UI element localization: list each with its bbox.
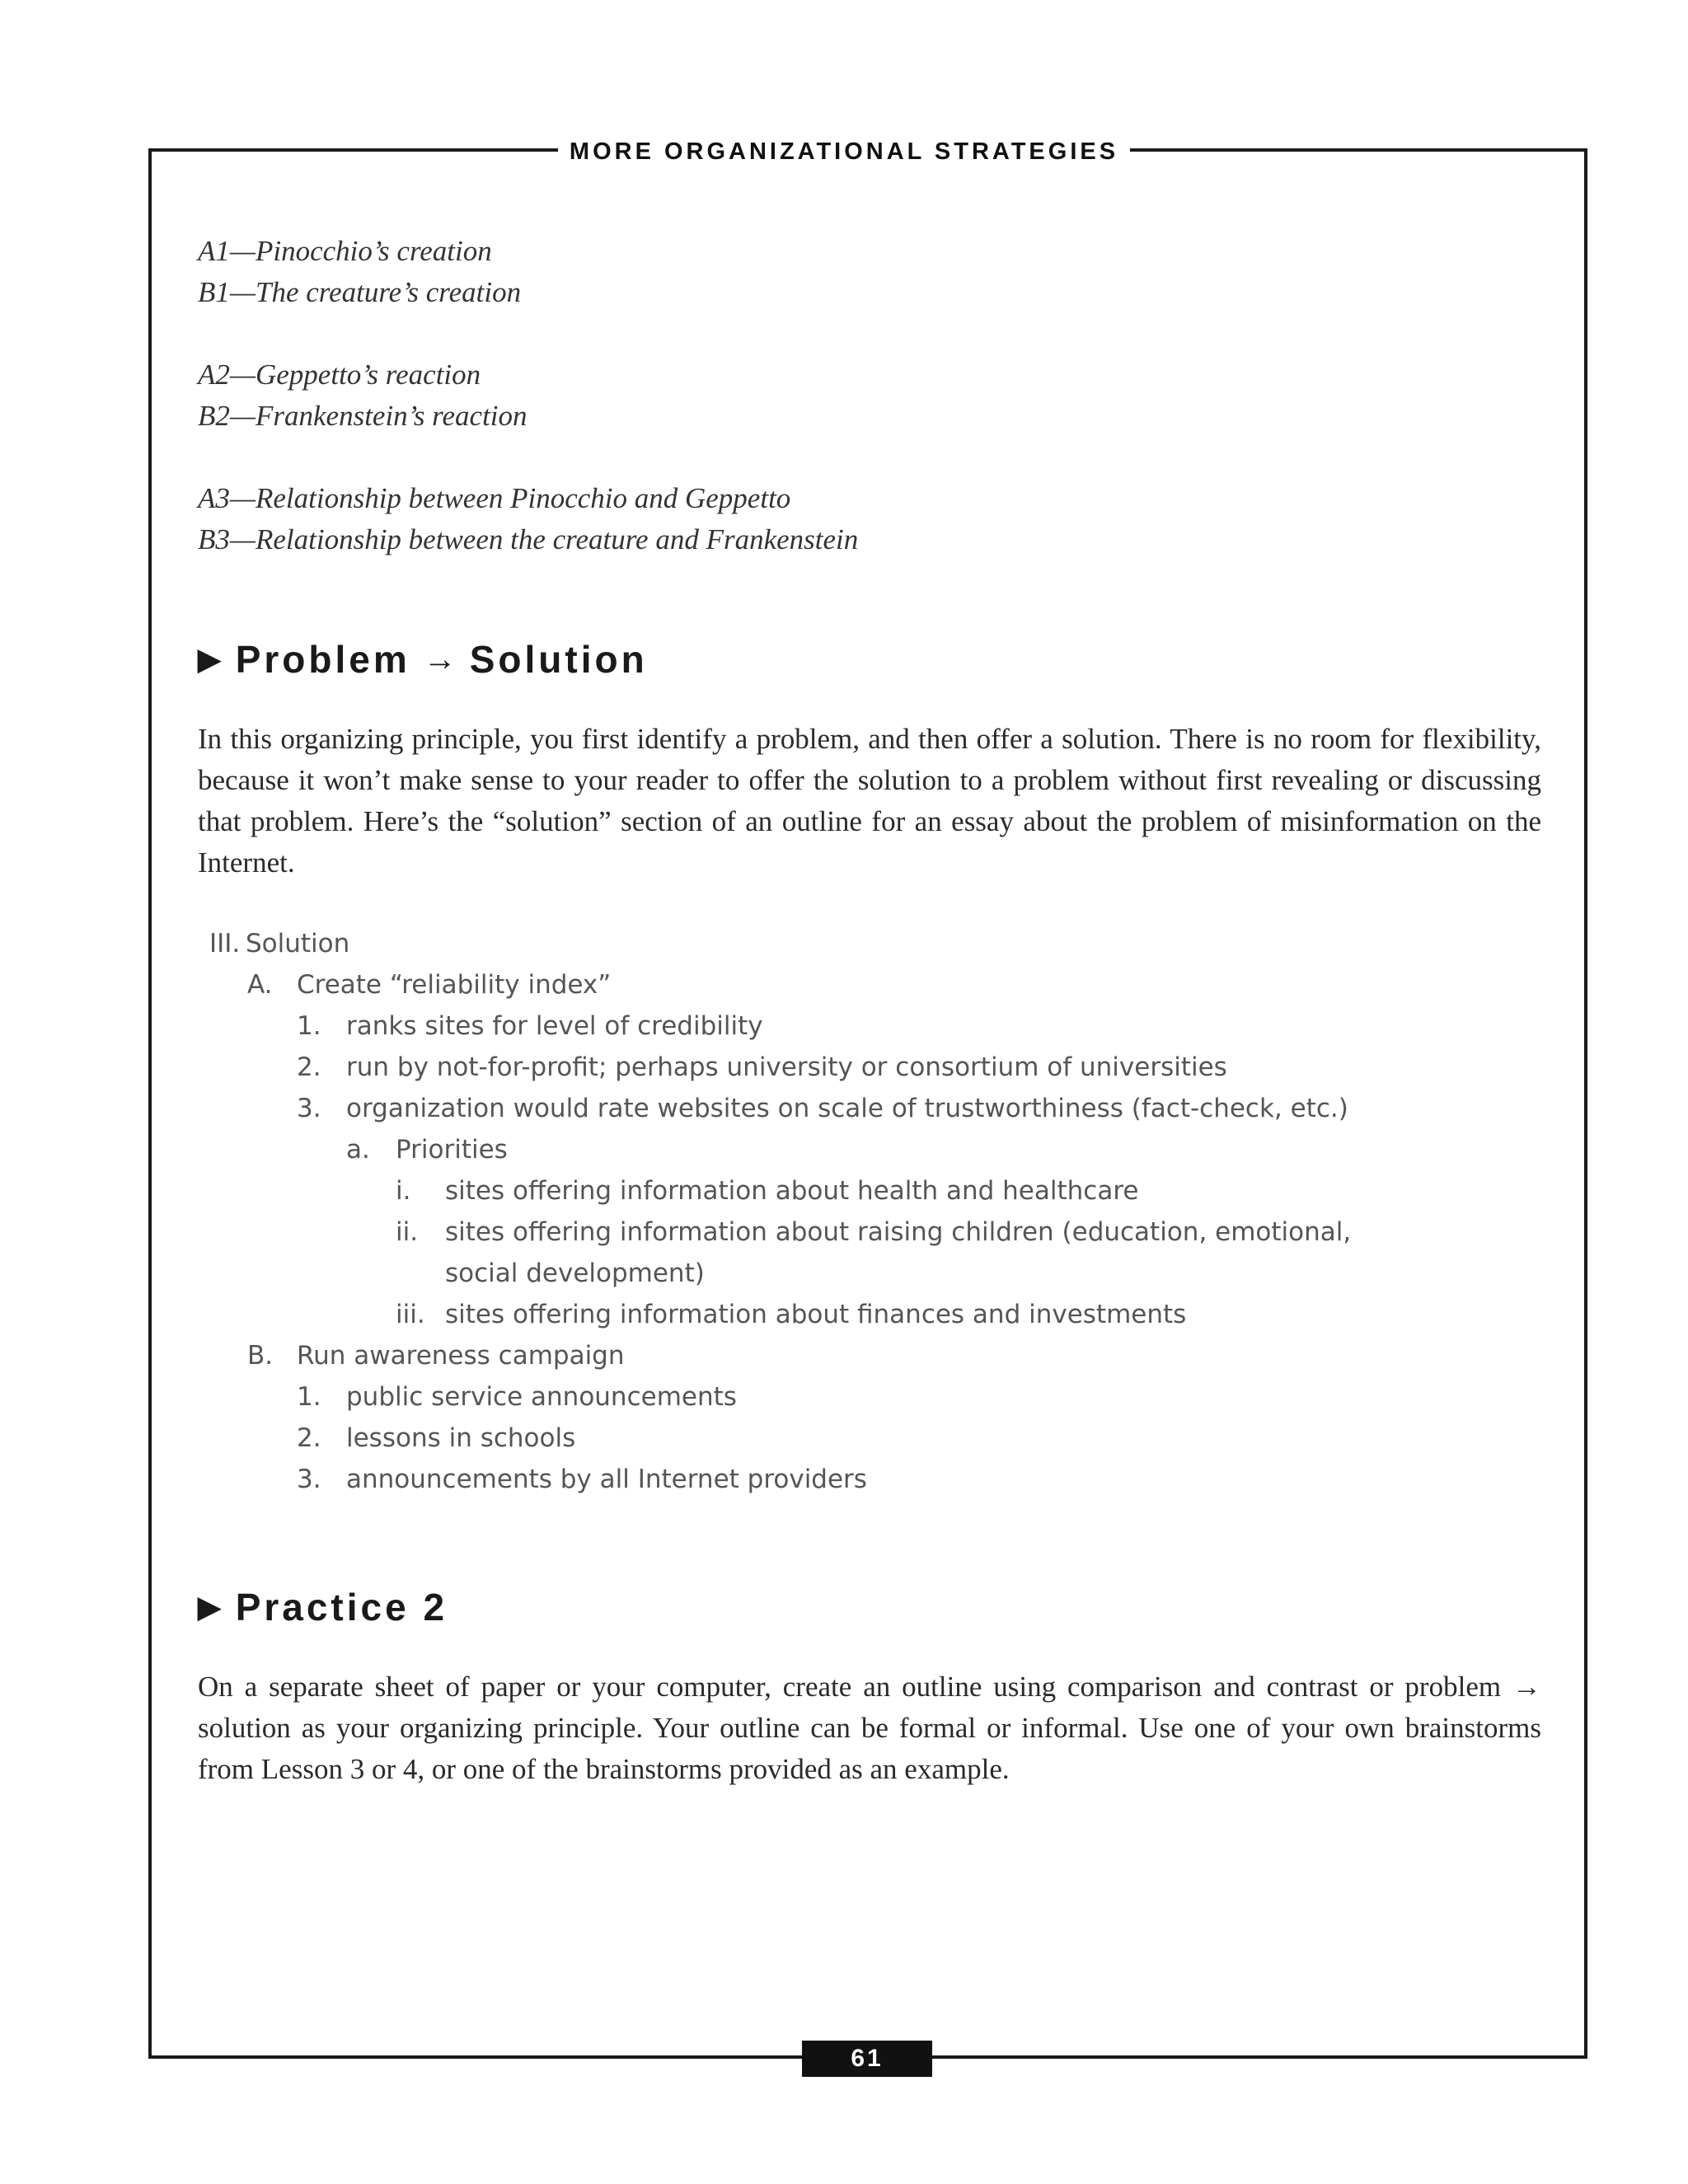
outline-marker: 1.: [297, 1382, 321, 1412]
outline-row: [198, 1047, 1541, 1088]
outline-text: Solution: [246, 929, 350, 958]
outline-row: [198, 1170, 1541, 1212]
outline-row: [198, 1459, 1541, 1500]
practice-paragraph: On a separate sheet of paper or your computer, create an outline using comparison and contrast or problem → solution as your organizing principle. Your outline can be formal or informal. Use one of your own brainstorms from Lesson 3 or 4, or one of the brainstorms provided as an example.: [198, 1671, 1541, 1785]
outline-row: [198, 1418, 1541, 1459]
outline-row: [198, 964, 1541, 1005]
outline-text: ranks sites for level of credibility: [346, 1011, 763, 1041]
outline-marker: i.: [396, 1176, 411, 1206]
outline-row: [198, 1212, 1541, 1294]
outline-row: [198, 1376, 1541, 1418]
outline-row: [198, 1088, 1541, 1129]
outline-marker: III.: [209, 929, 241, 958]
outline-marker: a.: [346, 1135, 370, 1165]
running-head-text: MORE ORGANIZATIONAL STRATEGIES: [558, 138, 1130, 165]
running-head: [0, 132, 1688, 176]
triangle-bullet-icon: ▶: [198, 642, 221, 676]
page-content: [198, 231, 1541, 1790]
outline-row: [198, 1129, 1541, 1170]
outline-marker: 2.: [297, 1052, 321, 1082]
outline-marker: A.: [247, 970, 273, 1000]
comparison-item: B3—Relationship between the creature and Frankenstein: [198, 523, 859, 555]
outline-marker: 3.: [297, 1465, 321, 1494]
outline-text: run by not-for-profit; perhaps university or consortium of universities: [346, 1052, 1227, 1082]
heading-practice: Practice 2: [235, 1586, 448, 1629]
body-paragraph: In this organizing principle, you first identify a problem, and then offer a solution. There is no room for flexibility, because it won’t make sense to your reader to offer the solution to a problem without first revealing or discussing that problem. Here’s the “solution” section of an outline for an essay about the problem of misinformation on the Internet.: [198, 723, 1541, 879]
comparison-list: [198, 231, 1541, 560]
outline-text: organization would rate websites on scale of trustworthiness (fact-check, etc.): [346, 1094, 1348, 1123]
comparison-item: A2—Geppetto’s reaction: [198, 359, 481, 391]
comparison-item: B1—The creature’s creation: [198, 276, 522, 308]
outline-marker: iii.: [396, 1300, 425, 1329]
solution-outline: [198, 923, 1541, 1500]
outline-marker: B.: [247, 1341, 274, 1371]
comparison-item: A3—Relationship between Pinocchio and Geppetto: [198, 482, 791, 514]
arrow-right-icon: →: [423, 640, 457, 677]
outline-row: [198, 1335, 1541, 1376]
outline-marker: 1.: [297, 1011, 321, 1041]
triangle-bullet-icon: ▶: [198, 1590, 221, 1624]
outline-text: sites offering information about raising children (education, emotional, social development): [445, 1217, 1352, 1288]
outline-text: Priorities: [396, 1135, 508, 1165]
outline-text: sites offering information about health and healthcare: [445, 1176, 1139, 1206]
outline-row: [198, 1005, 1541, 1047]
page-number: 61: [802, 2041, 932, 2077]
outline-marker: 3.: [297, 1094, 321, 1123]
outline-row: [198, 1294, 1541, 1335]
outline-text: announcements by all Internet providers: [346, 1465, 867, 1494]
comparison-item: A1—Pinocchio’s creation: [198, 235, 492, 267]
outline-row: [198, 923, 1541, 964]
outline-text: lessons in schools: [346, 1423, 576, 1453]
comparison-item: B2—Frankenstein’s reaction: [198, 400, 528, 432]
heading-solution: Solution: [469, 638, 648, 681]
section-heading-practice: [198, 1582, 1541, 1632]
outline-marker: ii.: [396, 1217, 419, 1247]
outline-text: public service announcements: [346, 1382, 737, 1412]
section-heading-problem-solution: [198, 635, 1541, 684]
outline-text: Run awareness campaign: [297, 1341, 625, 1371]
heading-problem: Problem: [235, 638, 410, 681]
outline-text: Create “reliability index”: [297, 970, 612, 1000]
outline-marker: 2.: [297, 1423, 321, 1453]
outline-text: sites offering information about finances and investments: [445, 1300, 1187, 1329]
